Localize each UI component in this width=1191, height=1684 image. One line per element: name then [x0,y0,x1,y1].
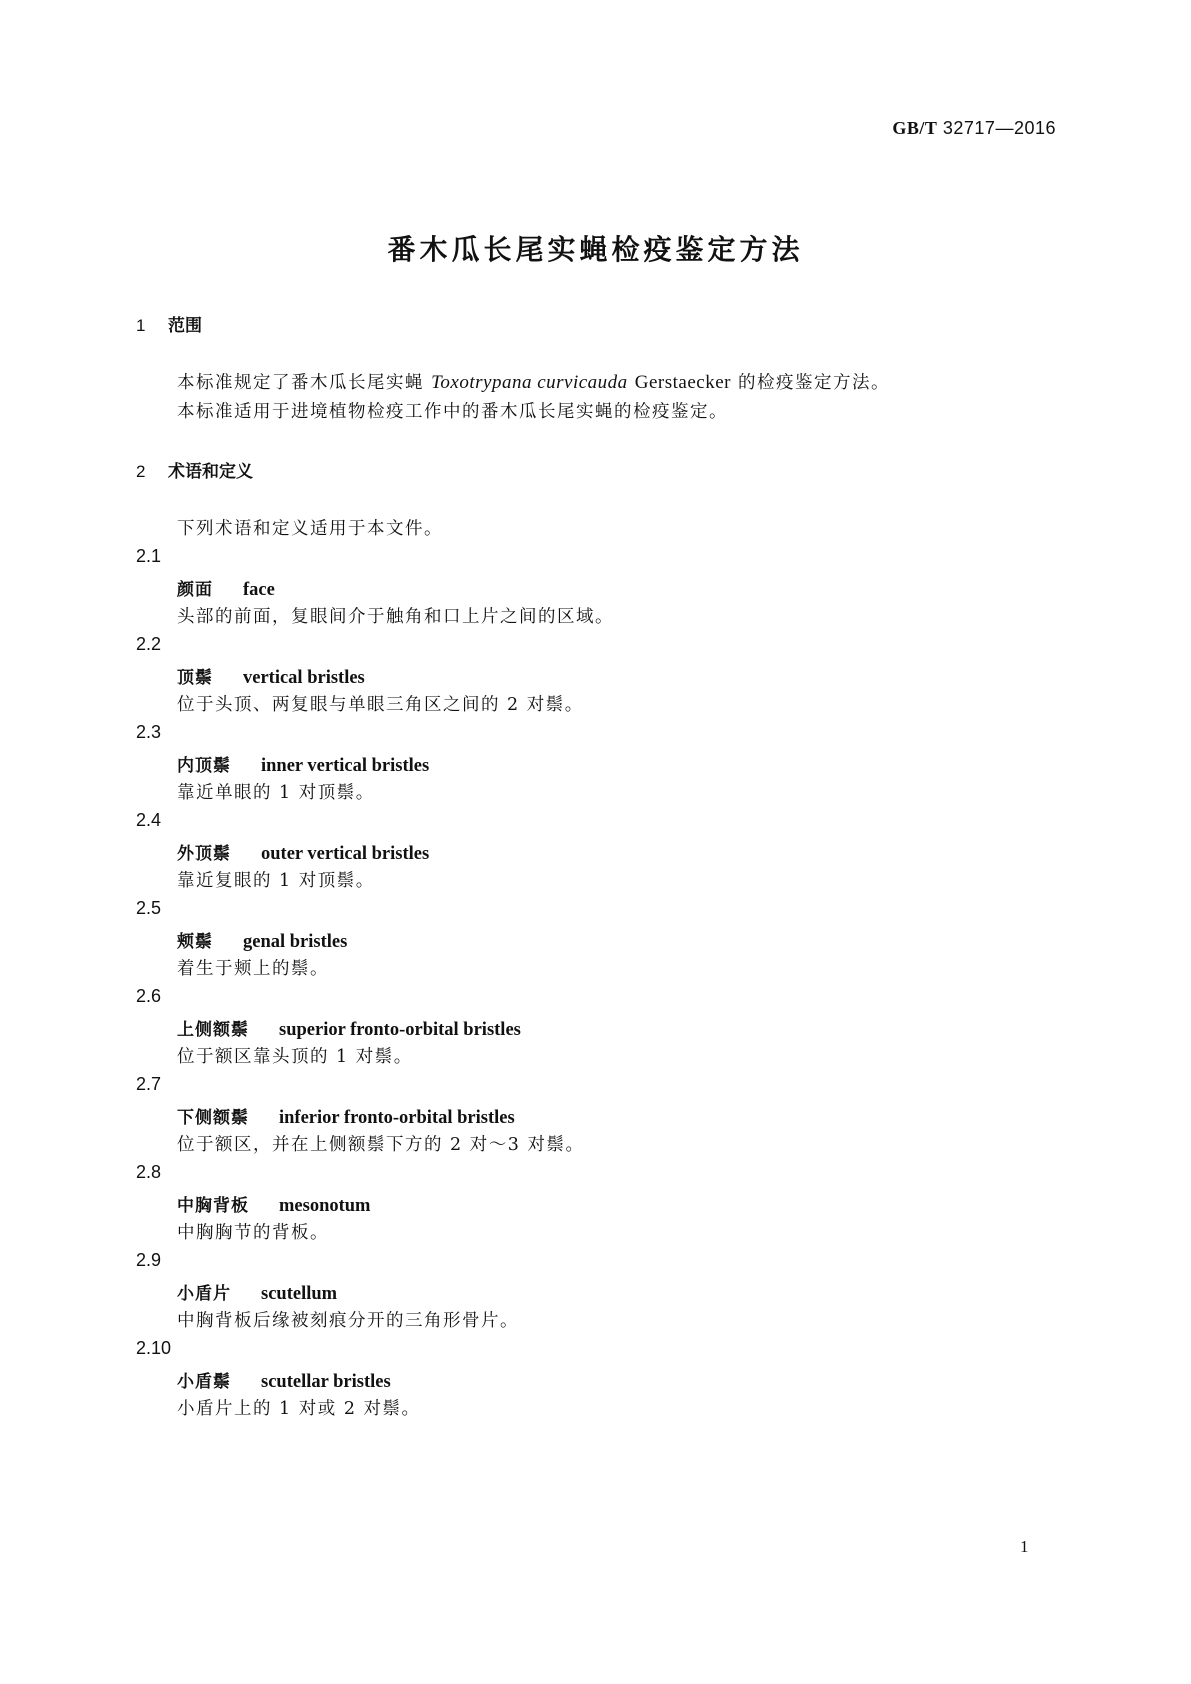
term-english: face [243,580,275,600]
term-definition: 小盾片上的 1 对或 2 对鬃。 [177,1399,421,1419]
term-chinese: 下侧额鬃 [177,1108,249,1128]
term-chinese: 顶鬃 [177,668,213,688]
scope-paragraph-2: 本标准适用于进境植物检疫工作中的番木瓜长尾实蝇的检疫鉴定。 [177,402,728,422]
term-number: 2.9 [136,1250,162,1270]
page-number: 1 [1020,1537,1029,1556]
term-definition: 靠近复眼的 1 对顶鬃。 [177,871,375,891]
term-number: 2.8 [136,1162,162,1182]
term-heading [177,927,347,953]
standard-prefix: GB/T [892,118,938,138]
term-english: vertical bristles [243,668,365,688]
term-heading [177,1191,370,1217]
term-definition: 靠近单眼的 1 对顶鬃。 [177,783,375,803]
term-number: 2.10 [136,1338,172,1358]
term-chinese: 内顶鬃 [177,756,231,776]
term-chinese: 小盾片 [177,1284,231,1304]
term-heading [177,1279,337,1305]
term-heading [177,1103,515,1129]
term-english: inferior fronto-orbital bristles [279,1108,515,1128]
term-number: 2.4 [136,810,162,830]
term-definition: 中胸背板后缘被刻痕分开的三角形骨片。 [177,1311,519,1331]
term-heading [177,663,365,689]
author-name: Gerstaecker [634,372,731,393]
term-english: inner vertical bristles [261,756,430,776]
term-number: 2.5 [136,898,162,918]
term-heading [177,1015,521,1041]
standard-code: 32717—2016 [942,118,1056,138]
term-chinese: 小盾鬃 [177,1372,231,1392]
term-chinese: 中胸背板 [177,1196,249,1216]
standard-number [816,118,1056,139]
term-number: 2.1 [136,546,162,566]
term-heading [177,839,429,865]
term-english: outer vertical bristles [261,844,430,864]
definitions-intro: 下列术语和定义适用于本文件。 [177,519,443,539]
term-heading [177,575,275,601]
term-heading [177,1367,391,1393]
term-definition: 位于额区，并在上侧额鬃下方的 2 对～3 对鬃。 [177,1135,585,1155]
section-title: 范围 [168,316,202,336]
section-number: 2 [136,462,146,481]
scope-paragraph-1: 本标准规定了番木瓜长尾实蝇 Toxotrypana curvicauda Gerstaecker 的检疫鉴定方法。 [177,372,891,393]
section-2-heading [136,457,253,482]
term-chinese: 颊鬃 [177,932,213,952]
term-english: genal bristles [243,932,348,952]
term-number: 2.6 [136,986,162,1006]
term-definition: 头部的前面，复眼间介于触角和口上片之间的区域。 [177,607,614,627]
term-definition: 中胸胸节的背板。 [177,1223,329,1243]
document-title: 番木瓜长尾实蝇检疫鉴定方法 [387,233,804,266]
term-number: 2.7 [136,1074,162,1094]
section-1-heading [136,311,202,336]
term-number: 2.3 [136,722,162,742]
term-number: 2.2 [136,634,162,654]
term-english: scutellum [261,1284,338,1304]
scientific-name: Toxotrypana curvicauda [431,372,628,393]
term-definition: 着生于颊上的鬃。 [177,959,329,979]
term-chinese: 外顶鬃 [177,844,231,864]
term-definition: 位于头顶、两复眼与单眼三角区之间的 2 对鬃。 [177,695,584,715]
term-heading [177,751,429,777]
term-chinese: 颜面 [177,580,213,600]
section-title: 术语和定义 [168,462,253,482]
section-number: 1 [136,316,146,335]
term-chinese: 上侧额鬃 [177,1020,249,1040]
term-definition: 位于额区靠头顶的 1 对鬃。 [177,1047,413,1067]
term-english: superior fronto-orbital bristles [279,1020,521,1040]
term-english: mesonotum [279,1196,371,1216]
term-english: scutellar bristles [261,1372,391,1392]
